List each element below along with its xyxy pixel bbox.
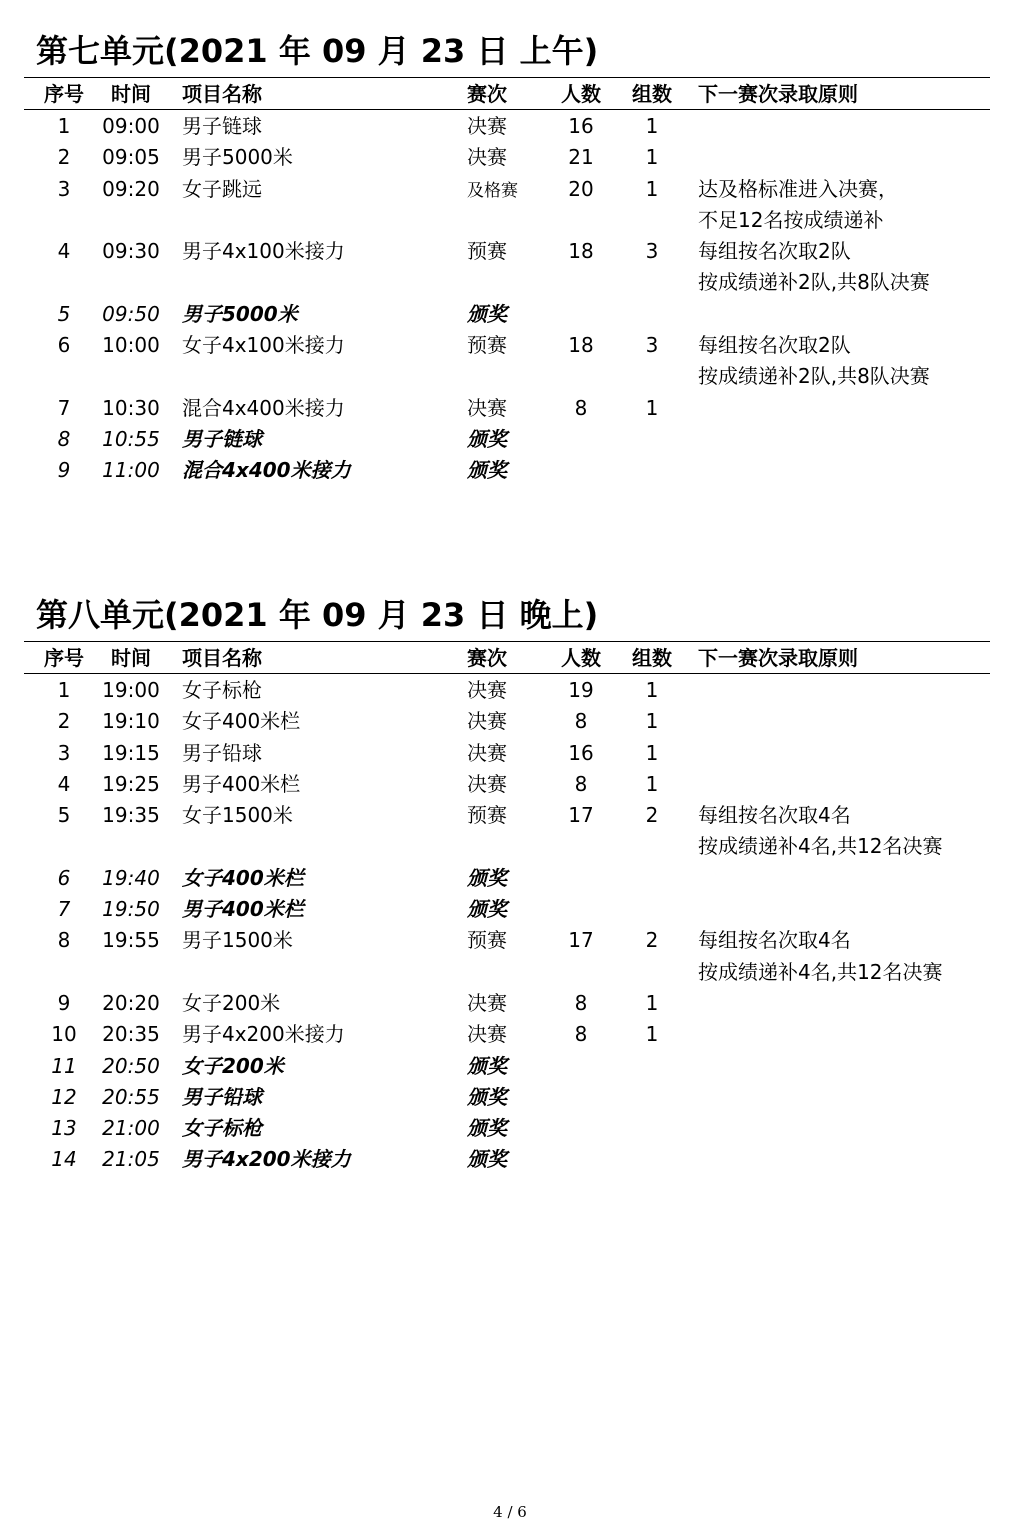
cell-rule: 每组按名次取4名 [698, 928, 851, 953]
cell-no: 8 [57, 928, 71, 953]
cell-event-name: 女子跳远 [182, 176, 262, 201]
cell-round: 决赛 [467, 990, 507, 1015]
cell-rule: 按成绩递补4名,共12名决赛 [698, 959, 943, 984]
table-row [0, 675, 1020, 706]
table-row [0, 455, 1020, 486]
cell-no: 12 [51, 1084, 77, 1109]
cell-no: 9 [57, 458, 71, 483]
cell-groups: 1 [645, 176, 659, 201]
cell-groups: 1 [645, 771, 659, 796]
cell-time: 09:05 [102, 145, 160, 170]
cell-event-name: 男子铅球 [182, 1084, 262, 1109]
cell-time: 19:50 [102, 897, 160, 922]
table-row-continuation [0, 361, 1020, 392]
table-row [0, 330, 1020, 361]
cell-round: 颁奖 [467, 865, 507, 890]
cell-rule: 达及格标准进入决赛， [698, 176, 898, 201]
cell-time: 19:35 [102, 803, 160, 828]
cell-people: 17 [568, 803, 594, 828]
cell-time: 19:55 [102, 928, 160, 953]
cell-event-name: 女子4x100米接力 [182, 333, 345, 358]
cell-people: 8 [574, 771, 588, 796]
cell-groups: 1 [645, 740, 659, 765]
schedule-table [0, 675, 1020, 1176]
cell-rule: 按成绩递补4名,共12名决赛 [698, 834, 943, 859]
cell-no: 3 [57, 176, 71, 201]
cell-time: 19:40 [102, 865, 160, 890]
page-number: 4 / 6 [493, 1503, 527, 1521]
table-row [0, 393, 1020, 424]
cell-round: 颁奖 [467, 1147, 507, 1172]
cell-time: 11:00 [102, 458, 160, 483]
cell-people: 17 [568, 928, 594, 953]
cell-round: 颁奖 [467, 301, 507, 326]
cell-round: 决赛 [467, 145, 507, 170]
table-row [0, 1082, 1020, 1113]
header-name: 项目名称 [182, 82, 262, 106]
cell-event-name: 女子1500米 [182, 803, 293, 828]
cell-time: 09:00 [102, 114, 160, 138]
cell-time: 21:00 [102, 1116, 160, 1141]
cell-round: 预赛 [467, 928, 507, 953]
table-row [0, 706, 1020, 737]
header-round: 赛次 [467, 82, 507, 106]
cell-no: 8 [57, 426, 71, 451]
header-people: 人数 [561, 646, 601, 670]
session-title: 第七单元(2021 年 09 月 23 日 上午) [36, 32, 599, 70]
cell-round: 决赛 [467, 709, 507, 734]
cell-event-name: 男子400米栏 [182, 771, 301, 796]
cell-round: 决赛 [467, 395, 507, 420]
cell-round: 决赛 [467, 1022, 507, 1047]
table-row [0, 424, 1020, 455]
cell-groups: 2 [645, 803, 659, 828]
schedule-table [0, 111, 1020, 487]
table-row [0, 769, 1020, 800]
table-row-continuation [0, 831, 1020, 862]
cell-round: 颁奖 [467, 1053, 507, 1078]
table-header [0, 642, 1020, 673]
cell-no: 5 [57, 803, 71, 828]
cell-time: 20:50 [102, 1053, 160, 1078]
cell-event-name: 男子链球 [182, 114, 262, 138]
cell-time: 19:25 [102, 771, 160, 796]
cell-time: 20:20 [102, 990, 160, 1015]
table-header [0, 78, 1020, 109]
cell-event-name: 女子400米栏 [182, 865, 304, 890]
cell-round: 颁奖 [467, 1084, 507, 1109]
cell-event-name: 男子5000米 [182, 145, 293, 170]
cell-time: 10:55 [102, 426, 160, 451]
cell-groups: 1 [645, 114, 659, 138]
cell-no: 14 [51, 1147, 77, 1172]
header-rule: 下一赛次录取原则 [698, 646, 858, 670]
cell-no: 6 [57, 865, 71, 890]
cell-event-name: 男子4x100米接力 [182, 239, 345, 264]
cell-time: 10:30 [102, 395, 160, 420]
header-time: 时间 [111, 646, 151, 670]
cell-time: 10:00 [102, 333, 160, 358]
cell-event-name: 男子4x200米接力 [182, 1022, 345, 1047]
cell-no: 2 [57, 709, 71, 734]
cell-round: 颁奖 [467, 897, 507, 922]
cell-people: 8 [574, 395, 588, 420]
cell-groups: 1 [645, 990, 659, 1015]
table-row [0, 1019, 1020, 1050]
cell-groups: 3 [645, 239, 659, 264]
table-row [0, 925, 1020, 956]
cell-no: 7 [57, 395, 71, 420]
cell-people: 8 [574, 1022, 588, 1047]
cell-event-name: 男子链球 [182, 426, 262, 451]
table-row [0, 1051, 1020, 1082]
table-row [0, 988, 1020, 1019]
cell-event-name: 男子5000米 [182, 301, 298, 326]
table-row [0, 738, 1020, 769]
cell-people: 19 [568, 678, 594, 702]
cell-groups: 1 [645, 145, 659, 170]
cell-no: 13 [51, 1116, 77, 1141]
cell-round: 预赛 [467, 333, 507, 358]
cell-round: 决赛 [467, 114, 507, 138]
cell-no: 4 [57, 239, 71, 264]
cell-no: 7 [57, 897, 71, 922]
cell-event-name: 男子4x200米接力 [182, 1147, 351, 1172]
header-people: 人数 [561, 82, 601, 106]
table-row [0, 1144, 1020, 1175]
cell-groups: 1 [645, 678, 659, 702]
cell-time: 19:00 [102, 678, 160, 702]
cell-rule: 每组按名次取2队 [698, 239, 851, 264]
cell-people: 20 [568, 176, 594, 201]
cell-time: 20:35 [102, 1022, 160, 1047]
session-title: 第八单元(2021 年 09 月 23 日 晚上) [36, 596, 599, 634]
cell-groups: 1 [645, 395, 659, 420]
cell-event-name: 男子1500米 [182, 928, 293, 953]
cell-event-name: 女子标枪 [182, 678, 262, 702]
cell-no: 5 [57, 301, 71, 326]
cell-people: 8 [574, 709, 588, 734]
table-row [0, 111, 1020, 142]
cell-groups: 2 [645, 928, 659, 953]
cell-time: 21:05 [102, 1147, 160, 1172]
cell-no: 3 [57, 740, 71, 765]
cell-people: 16 [568, 740, 594, 765]
cell-rule: 每组按名次取4名 [698, 803, 851, 828]
cell-no: 1 [57, 678, 71, 702]
cell-time: 19:15 [102, 740, 160, 765]
cell-rule: 按成绩递补2队,共8队决赛 [698, 364, 930, 389]
cell-round: 及格赛 [467, 180, 518, 201]
header-groups: 组数 [632, 82, 672, 106]
cell-round: 决赛 [467, 678, 507, 702]
cell-people: 18 [568, 333, 594, 358]
table-row [0, 174, 1020, 205]
header-bottom-rule [24, 673, 990, 674]
cell-round: 颁奖 [467, 426, 507, 451]
cell-round: 颁奖 [467, 1116, 507, 1141]
table-row [0, 863, 1020, 894]
cell-event-name: 女子200米 [182, 990, 281, 1015]
cell-time: 09:20 [102, 176, 160, 201]
cell-event-name: 男子400米栏 [182, 897, 304, 922]
cell-groups: 1 [645, 709, 659, 734]
header-rule: 下一赛次录取原则 [698, 82, 858, 106]
table-row [0, 142, 1020, 173]
cell-groups: 1 [645, 1022, 659, 1047]
cell-time: 20:55 [102, 1084, 160, 1109]
cell-round: 决赛 [467, 771, 507, 796]
table-row [0, 1113, 1020, 1144]
header-groups: 组数 [632, 646, 672, 670]
cell-people: 8 [574, 990, 588, 1015]
header-time: 时间 [111, 82, 151, 106]
cell-people: 16 [568, 114, 594, 138]
table-row [0, 894, 1020, 925]
cell-event-name: 女子标枪 [182, 1116, 262, 1141]
table-row [0, 299, 1020, 330]
cell-time: 09:50 [102, 301, 160, 326]
table-row [0, 236, 1020, 267]
cell-event-name: 混合4x400米接力 [182, 458, 351, 483]
cell-event-name: 女子200米 [182, 1053, 284, 1078]
cell-round: 颁奖 [467, 458, 507, 483]
table-row-continuation [0, 205, 1020, 236]
cell-no: 9 [57, 990, 71, 1015]
cell-rule: 每组按名次取2队 [698, 333, 851, 358]
cell-event-name: 混合4x400米接力 [182, 395, 345, 420]
header-no: 序号 [44, 646, 84, 670]
cell-round: 预赛 [467, 803, 507, 828]
cell-time: 19:10 [102, 709, 160, 734]
cell-no: 10 [51, 1022, 77, 1047]
header-bottom-rule [24, 109, 990, 110]
header-no: 序号 [44, 82, 84, 106]
cell-time: 09:30 [102, 239, 160, 264]
table-row-continuation [0, 267, 1020, 298]
cell-rule: 不足12名按成绩递补 [698, 207, 884, 232]
cell-no: 1 [57, 114, 71, 138]
cell-event-name: 女子400米栏 [182, 709, 301, 734]
cell-round: 预赛 [467, 239, 507, 264]
cell-no: 6 [57, 333, 71, 358]
header-round: 赛次 [467, 646, 507, 670]
header-name: 项目名称 [182, 646, 262, 670]
table-row-continuation [0, 957, 1020, 988]
cell-no: 11 [51, 1053, 77, 1078]
cell-rule: 按成绩递补2队,共8队决赛 [698, 270, 930, 295]
cell-round: 决赛 [467, 740, 507, 765]
cell-no: 2 [57, 145, 71, 170]
table-row [0, 800, 1020, 831]
cell-no: 4 [57, 771, 71, 796]
cell-people: 18 [568, 239, 594, 264]
cell-groups: 3 [645, 333, 659, 358]
cell-event-name: 男子铅球 [182, 740, 262, 765]
cell-people: 21 [568, 145, 594, 170]
